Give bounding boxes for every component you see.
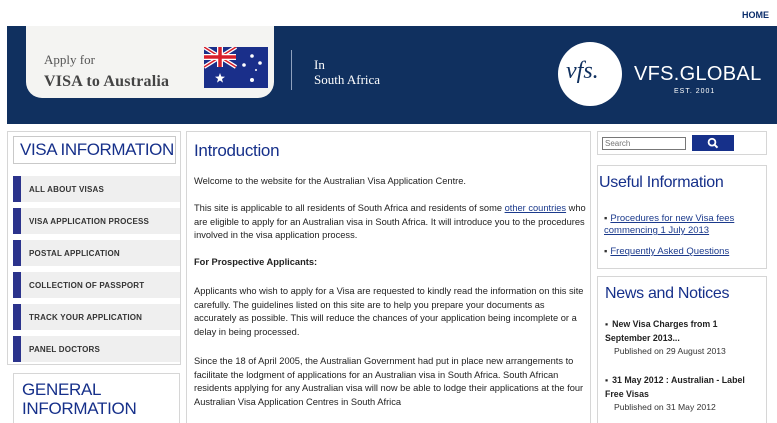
- news-title: News and Notices: [605, 285, 730, 302]
- useful-link-visa-fees-label[interactable]: Procedures for new Visa fees commencing 1 July 2013: [604, 213, 735, 236]
- news-headline[interactable]: [605, 318, 765, 345]
- news-headline[interactable]: [605, 374, 765, 401]
- top-bar: [0, 0, 777, 26]
- location-line2: South Africa: [314, 72, 381, 87]
- welcome-text: Welcome to the website for the Australian Visa Application Centre.: [194, 176, 466, 186]
- news-item[interactable]: [605, 318, 765, 359]
- visa-information-title: VISA INFORMATION: [13, 136, 176, 164]
- vfs-logo-mark: vfs.: [566, 58, 599, 84]
- search-button[interactable]: [692, 135, 734, 151]
- sidebar-item-panel-doctors[interactable]: PANEL DOCTORS: [13, 336, 180, 362]
- general-title-line1: GENERAL: [22, 380, 102, 399]
- search-icon: [692, 135, 734, 151]
- location-line1: In: [314, 57, 325, 72]
- arrangements-paragraph: Since the 18 of April 2005, the Australian Government had put in place new arrangements to facilitate the lodgment of applications for an Australian visa in South Africa. South African residents applying for any Australian visa will now be able to lodge their applications at the four Australian Visa Application Centres in South Africa: [194, 356, 584, 407]
- useful-information-title: Useful Information: [599, 174, 724, 191]
- location-label: [314, 57, 380, 87]
- header-banner: [7, 26, 777, 124]
- bullet-icon: ▪: [605, 375, 609, 385]
- sidebar-item-visa-application-process[interactable]: VISA APPLICATION PROCESS: [13, 208, 180, 234]
- apply-line1: Apply for: [44, 52, 95, 67]
- other-countries-link[interactable]: other countries: [504, 203, 567, 213]
- australian-flag-icon: [204, 47, 268, 88]
- sidebar-item-postal-application[interactable]: POSTAL APPLICATION: [13, 240, 180, 266]
- banner-divider: [291, 50, 292, 90]
- useful-link-faq[interactable]: [604, 246, 764, 258]
- news-headline-text[interactable]: New Visa Charges from 1 September 2013...: [605, 319, 718, 343]
- news-date: Published on 29 August 2013: [614, 346, 726, 356]
- applicants-paragraph: Applicants who wish to apply for a Visa are requested to kindly read the information on this site carefully. The guidelines listed on this site are to help you prepare your documents as accurately as possible. This will reduce the chances of your application being incomplete or a delay in being processed.: [194, 286, 584, 337]
- useful-link-visa-fees[interactable]: [604, 213, 764, 237]
- search-input[interactable]: [602, 137, 686, 150]
- useful-link-faq-label[interactable]: Frequently Asked Questions: [610, 246, 730, 257]
- bullet-icon: ▪: [604, 213, 608, 224]
- sidebar-item-all-about-visas[interactable]: ALL ABOUT VISAS: [13, 176, 180, 202]
- news-item[interactable]: [605, 374, 765, 415]
- intro-paragraph: [194, 202, 586, 243]
- bullet-icon: ▪: [604, 246, 608, 257]
- brand-name: VFS.GLOBAL: [634, 63, 762, 85]
- intro-text-after: who are eligible to apply for an Australian visa in South Africa. It will introduce you to the procedures involved in the visa application process.: [194, 203, 586, 240]
- page-title: Introduction: [194, 141, 280, 160]
- news-headline-text[interactable]: 31 May 2012 : Australian - Label Free Visas: [605, 375, 745, 399]
- news-date: Published on 31 May 2012: [614, 402, 716, 412]
- apply-card: [26, 26, 274, 98]
- bullet-icon: ▪: [605, 319, 609, 329]
- prospective-applicants-heading: For Prospective Applicants:: [194, 257, 318, 267]
- apply-line2: VISA to Australia: [44, 73, 170, 90]
- intro-text-before: This site is applicable to all residents of South Africa and residents of some: [194, 203, 505, 213]
- vfs-logo[interactable]: [558, 42, 622, 106]
- general-title-line2: INFORMATION: [22, 399, 137, 418]
- brand-est: EST. 2001: [674, 88, 716, 95]
- sidebar-item-track-your-application[interactable]: TRACK YOUR APPLICATION: [13, 304, 180, 330]
- home-link[interactable]: HOME: [742, 10, 769, 20]
- sidebar-item-collection-of-passport[interactable]: COLLECTION OF PASSPORT: [13, 272, 180, 298]
- general-information-title: [22, 380, 136, 418]
